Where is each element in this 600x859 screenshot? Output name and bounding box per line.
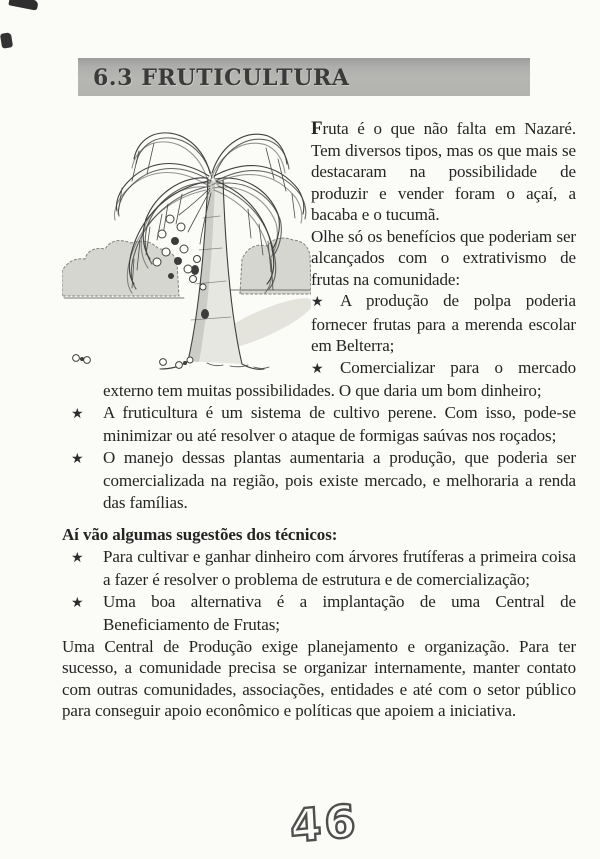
suggestion-text: Uma boa alternativa é a implantação de uma Central de Beneficiamento de Frutas; bbox=[103, 591, 576, 634]
article-body bbox=[62, 118, 576, 722]
section-title-banner bbox=[78, 58, 530, 96]
star-bullet-icon: ★ bbox=[71, 406, 84, 422]
star-bullet-icon: ★ bbox=[311, 295, 324, 310]
star-bullet-icon: ★ bbox=[71, 550, 84, 566]
suggestion-item bbox=[62, 546, 576, 591]
star-bullet-icon: ★ bbox=[71, 595, 84, 611]
intro-text: ruta é o que não falta em Nazaré. Tem diversos tipos, mas os que mais se destacaram na possibilidade de produzir e vender foram o açaí, a bacaba e o tucumã. bbox=[311, 119, 576, 224]
benefits-intro-paragraph: Olhe só os benefícios que poderiam ser alcançados com o extrativismo de frutas na comunidade: bbox=[311, 226, 576, 289]
benefit-text: O manejo dessas plantas aumentaria a produção, que poderia ser comercializada na região, pois existe mercado, e melhoraria a renda das famílias. bbox=[103, 447, 576, 512]
page-number: 46 bbox=[288, 794, 360, 853]
suggestions-heading: Aí vão algumas sugestões dos técnicos: bbox=[62, 525, 338, 544]
benefit-text: A fruticultura é um sistema de cultivo perene. Com isso, pode-se minimizar ou até resolver o ataque de formigas saúvas nos roçados; bbox=[103, 402, 576, 445]
benefit-text: Comercializar para o mercado externo tem muitas possibilidades. O que daria um bom dinheiro; bbox=[103, 357, 576, 400]
acai-palm-illustration bbox=[62, 118, 311, 376]
benefit-item bbox=[62, 447, 576, 514]
benefit-text: A produção de polpa poderia fornecer frutas para a merenda escolar em Belterra; bbox=[311, 291, 576, 355]
suggestion-text: Para cultivar e ganhar dinheiro com árvores frutíferas a primeira coisa a fazer é resolver o problema de estrutura e de comercialização; bbox=[103, 546, 576, 589]
acai-palm-drawing bbox=[62, 118, 311, 376]
closing-paragraph: Uma Central de Produção exige planejamento e organização. Para ter sucesso, a comunidade precisa se organizar internamente, manter contato com outras comunidades, associações, entidades e até com o setor público para conseguir apoio econômico e políticas que apoiem a iniciativa. bbox=[62, 636, 576, 720]
star-bullet-icon: ★ bbox=[311, 361, 324, 377]
scan-mark bbox=[8, 0, 38, 11]
intro-lead-cap: F bbox=[311, 118, 323, 139]
section-title: 6.3 FRUTICULTURA bbox=[93, 65, 350, 91]
benefit-item bbox=[62, 402, 576, 447]
scan-mark bbox=[0, 32, 13, 49]
star-bullet-icon: ★ bbox=[71, 451, 84, 467]
suggestion-item bbox=[62, 591, 576, 636]
